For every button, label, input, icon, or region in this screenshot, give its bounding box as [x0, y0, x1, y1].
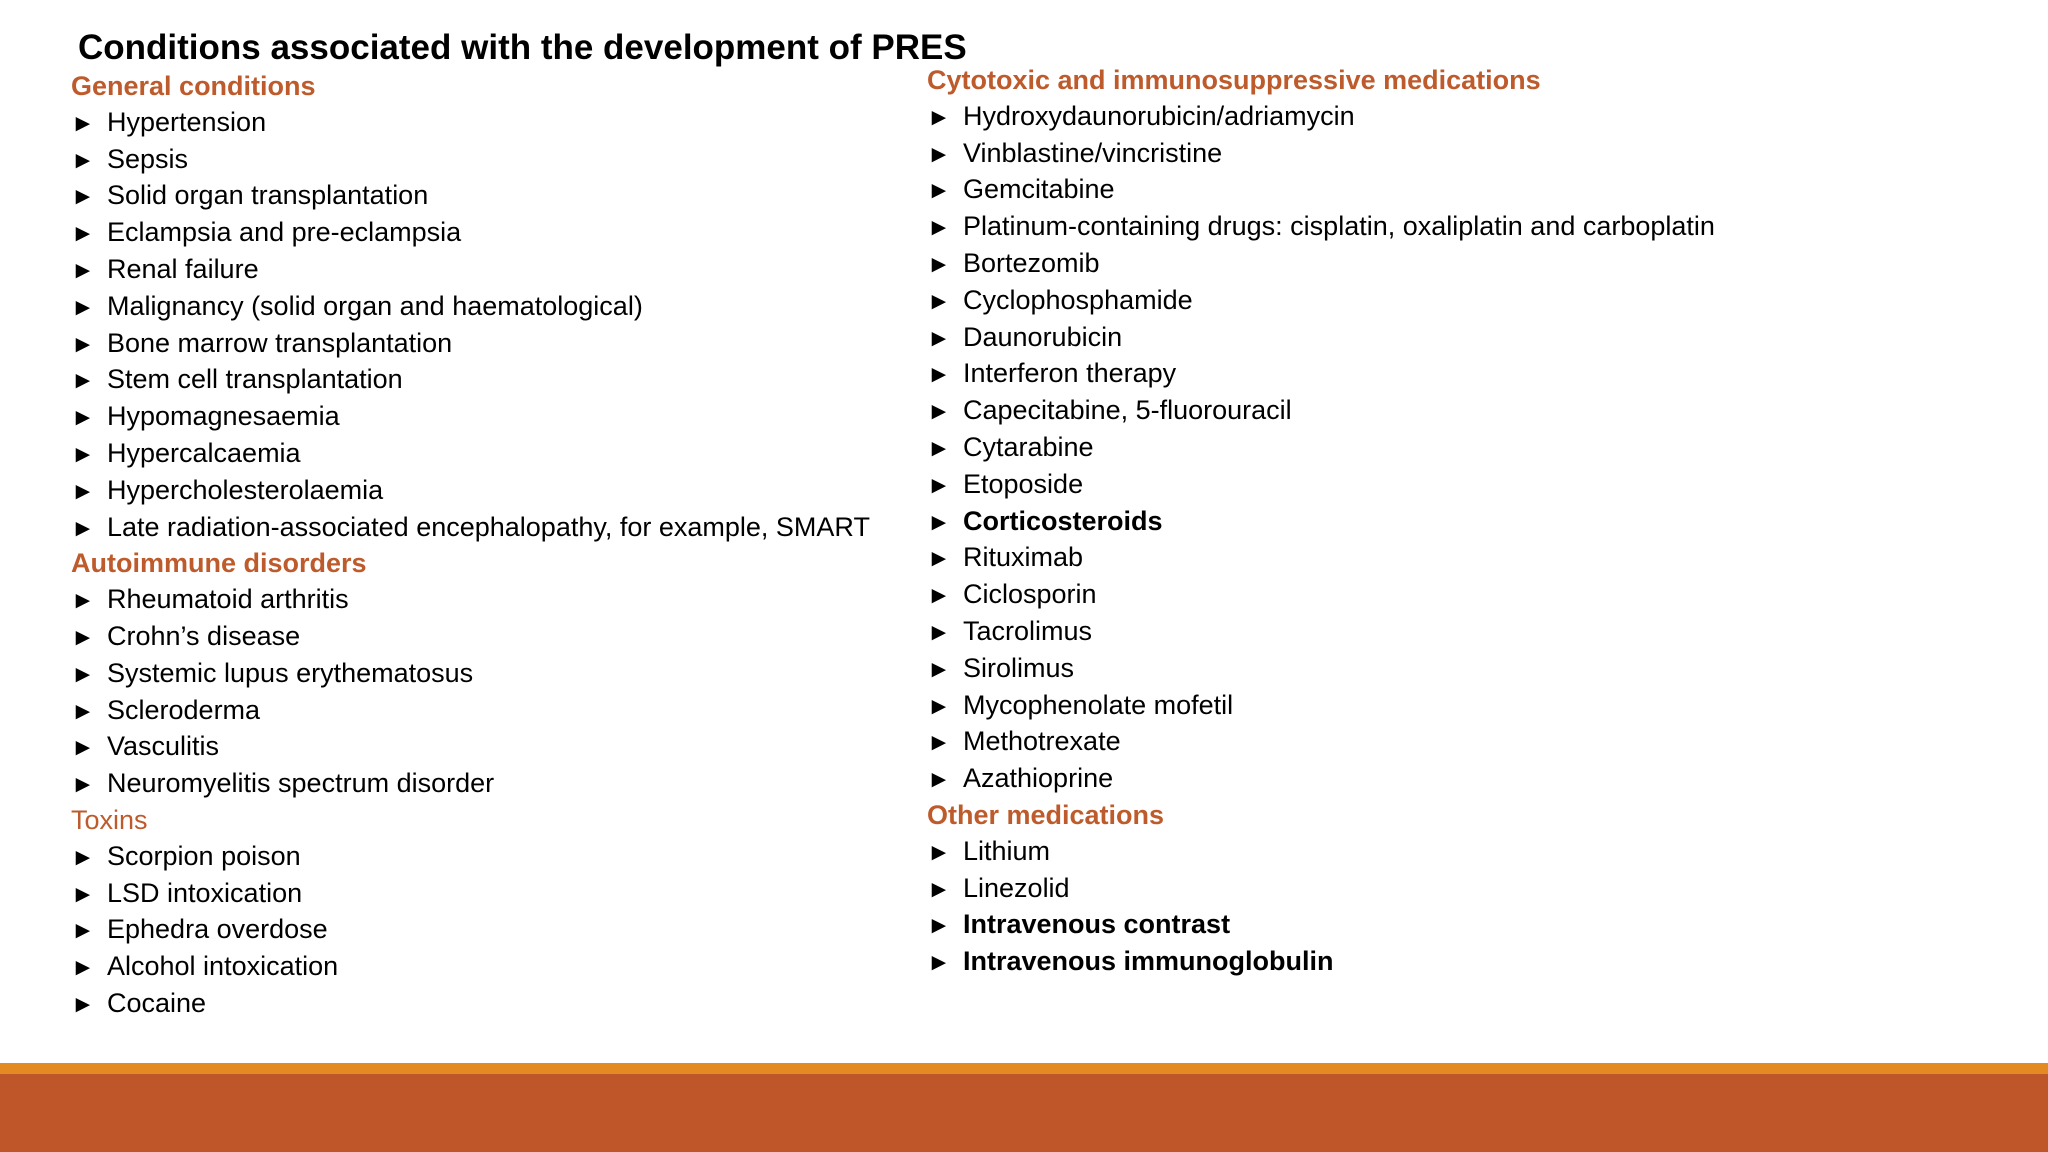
- list-item: ► Bone marrow transplantation: [71, 326, 870, 363]
- list-item: ► Etoposide: [927, 467, 1715, 504]
- triangle-bullet-icon: ►: [927, 838, 951, 866]
- footer-band: [0, 1074, 2048, 1152]
- triangle-bullet-icon: ►: [927, 912, 951, 940]
- section-heading-autoimmune: Autoimmune disorders: [71, 548, 367, 579]
- triangle-bullet-icon: ►: [71, 404, 95, 432]
- list-item: ► Cytarabine: [927, 430, 1715, 467]
- triangle-bullet-icon: ►: [927, 582, 951, 610]
- triangle-bullet-icon: ►: [71, 954, 95, 982]
- triangle-bullet-icon: ►: [71, 623, 95, 651]
- list-item: ► Azathioprine: [927, 761, 1715, 798]
- list-item: ► Hypercholesterolaemia: [71, 473, 870, 510]
- list-item: ► LSD intoxication: [71, 876, 870, 913]
- triangle-bullet-icon: ►: [71, 843, 95, 871]
- triangle-bullet-icon: ►: [927, 729, 951, 757]
- triangle-bullet-icon: ►: [927, 103, 951, 131]
- list-item: ► Late radiation-associated encephalopathy, for example, SMART: [71, 510, 870, 547]
- triangle-bullet-icon: ►: [927, 875, 951, 903]
- list-item: ► Ciclosporin: [927, 577, 1715, 614]
- list-item: ► Cocaine: [71, 986, 870, 1023]
- list-item: ► Alcohol intoxication: [71, 949, 870, 986]
- footer-accent-stripe: [0, 1063, 2048, 1074]
- list-item: ► Hydroxydaunorubicin/adriamycin: [927, 99, 1715, 136]
- list-toxins: [71, 839, 870, 1023]
- right-column: [927, 63, 1715, 981]
- list-item: ► Sepsis: [71, 142, 870, 179]
- triangle-bullet-icon: ►: [927, 949, 951, 977]
- triangle-bullet-icon: ►: [927, 398, 951, 426]
- triangle-bullet-icon: ►: [927, 766, 951, 794]
- list-item: ► Daunorubicin: [927, 320, 1715, 357]
- triangle-bullet-icon: ►: [927, 618, 951, 646]
- list-item: ► Capecitabine, 5-fluorouracil: [927, 393, 1715, 430]
- triangle-bullet-icon: ►: [927, 508, 951, 536]
- list-item: ► Tacrolimus: [927, 614, 1715, 651]
- triangle-bullet-icon: ►: [71, 697, 95, 725]
- list-item: ► Scleroderma: [71, 693, 870, 730]
- list-item: ► Solid organ transplantation: [71, 178, 870, 215]
- triangle-bullet-icon: ►: [71, 734, 95, 762]
- list-item: ► Lithium: [927, 834, 1715, 871]
- triangle-bullet-icon: ►: [71, 990, 95, 1018]
- list-item: ► Mycophenolate mofetil: [927, 688, 1715, 725]
- list-item: ► Corticosteroids: [927, 504, 1715, 541]
- triangle-bullet-icon: ►: [71, 440, 95, 468]
- triangle-bullet-icon: ►: [71, 146, 95, 174]
- page-title: Conditions associated with the development of PRES: [78, 28, 967, 67]
- section-heading-other: Other medications: [927, 799, 1165, 830]
- triangle-bullet-icon: ►: [71, 587, 95, 615]
- triangle-bullet-icon: ►: [927, 545, 951, 573]
- triangle-bullet-icon: ►: [71, 109, 95, 137]
- list-item: ► Intravenous contrast: [927, 907, 1715, 944]
- list-item: ► Vinblastine/vincristine: [927, 136, 1715, 173]
- section-heading-general: General conditions: [71, 71, 316, 101]
- triangle-bullet-icon: ►: [71, 771, 95, 799]
- list-cytotoxic: [927, 99, 1715, 798]
- triangle-bullet-icon: ►: [927, 214, 951, 242]
- list-item: ► Stem cell transplantation: [71, 362, 870, 399]
- list-item: ► Eclampsia and pre-eclampsia: [71, 215, 870, 252]
- triangle-bullet-icon: ►: [71, 514, 95, 542]
- list-item: ► Scorpion poison: [71, 839, 870, 876]
- list-item: ► Vasculitis: [71, 729, 870, 766]
- triangle-bullet-icon: ►: [71, 330, 95, 358]
- triangle-bullet-icon: ►: [71, 293, 95, 321]
- list-item: ► Rituximab: [927, 540, 1715, 577]
- list-item: ► Ephedra overdose: [71, 912, 870, 949]
- list-item: ► Crohn’s disease: [71, 619, 870, 656]
- triangle-bullet-icon: ►: [927, 287, 951, 315]
- section-heading-toxins: Toxins: [71, 804, 148, 835]
- list-item: ► Sirolimus: [927, 651, 1715, 688]
- triangle-bullet-icon: ►: [71, 660, 95, 688]
- triangle-bullet-icon: ►: [71, 917, 95, 945]
- list-item: ► Systemic lupus erythematosus: [71, 656, 870, 693]
- list-item: ► Rheumatoid arthritis: [71, 582, 870, 619]
- triangle-bullet-icon: ►: [927, 177, 951, 205]
- list-item: ► Cyclophosphamide: [927, 283, 1715, 320]
- triangle-bullet-icon: ►: [927, 692, 951, 720]
- triangle-bullet-icon: ►: [927, 324, 951, 352]
- list-item: ► Malignancy (solid organ and haematological): [71, 289, 870, 326]
- list-other: [927, 834, 1715, 981]
- triangle-bullet-icon: ►: [71, 880, 95, 908]
- triangle-bullet-icon: ►: [71, 183, 95, 211]
- triangle-bullet-icon: ►: [71, 256, 95, 284]
- triangle-bullet-icon: ►: [927, 140, 951, 168]
- list-item: ► Bortezomib: [927, 246, 1715, 283]
- triangle-bullet-icon: ►: [927, 471, 951, 499]
- triangle-bullet-icon: ►: [927, 250, 951, 278]
- section-heading-cytotoxic: Cytotoxic and immunosuppressive medications: [927, 65, 1541, 95]
- list-item: ► Renal failure: [71, 252, 870, 289]
- list-item: ► Platinum-containing drugs: cisplatin, oxaliplatin and carboplatin: [927, 209, 1715, 246]
- list-item: ► Methotrexate: [927, 724, 1715, 761]
- left-column: [71, 69, 870, 1023]
- list-item: ► Hypomagnesaemia: [71, 399, 870, 436]
- list-item: ► Interferon therapy: [927, 356, 1715, 393]
- list-item: ► Linezolid: [927, 871, 1715, 908]
- list-item: ► Gemcitabine: [927, 172, 1715, 209]
- triangle-bullet-icon: ►: [71, 477, 95, 505]
- list-item: ► Hypertension: [71, 105, 870, 142]
- triangle-bullet-icon: ►: [927, 361, 951, 389]
- list-autoimmune: [71, 582, 870, 803]
- triangle-bullet-icon: ►: [927, 434, 951, 462]
- list-item: ► Neuromyelitis spectrum disorder: [71, 766, 870, 803]
- list-item: ► Intravenous immunoglobulin: [927, 944, 1715, 981]
- triangle-bullet-icon: ►: [927, 655, 951, 683]
- list-item: ► Hypercalcaemia: [71, 436, 870, 473]
- list-general: [71, 105, 870, 547]
- triangle-bullet-icon: ►: [71, 367, 95, 395]
- triangle-bullet-icon: ►: [71, 220, 95, 248]
